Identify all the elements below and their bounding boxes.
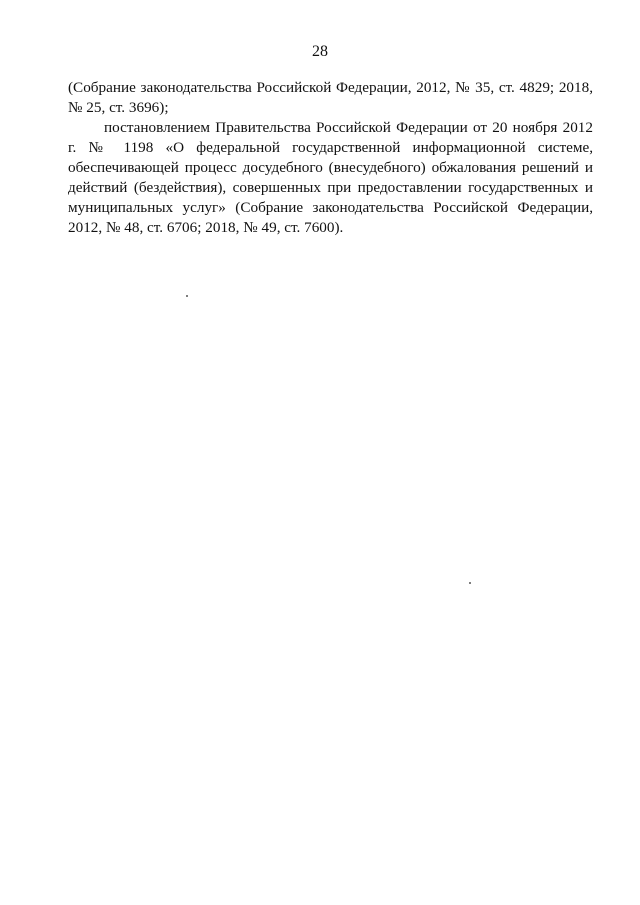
- paragraph-continuation: (Собрание законодательства Российской Федерации, 2012, № 35, ст. 4829; 2018, № 25, ст. 3696);: [68, 79, 593, 116]
- scan-speck: [469, 582, 471, 584]
- page-number: 28: [312, 43, 328, 60]
- paragraph-resolution-1198: постановлением Правительства Российской Федерации от 20 ноября 2012 г. № 1198 «О федеральной государственной информационной системе, обеспечивающей процесс досудебного (внесудебного) обжалования решений и действий (бездействия), совершенных при предоставлении государственных и муниципальных услуг» (Собрание законодательства Российской Федерации, 2012, № 48, ст. 6706; 2018, № 49, ст. 7600).: [68, 119, 593, 236]
- scan-speck: [186, 295, 188, 297]
- document-body: [68, 78, 593, 238]
